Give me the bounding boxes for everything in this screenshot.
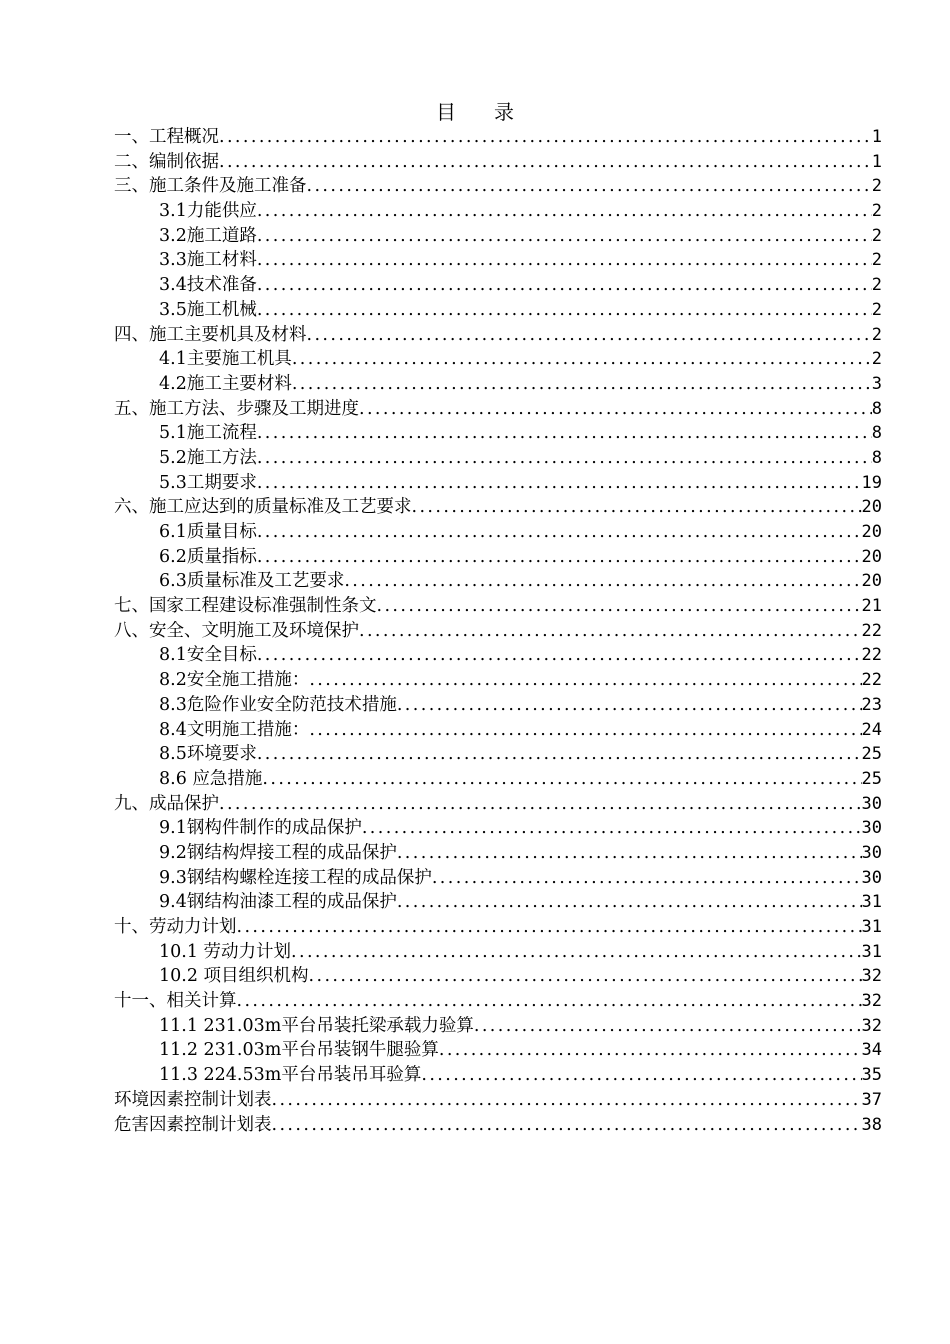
toc-entry-label: 8.3危险作业安全防范技术措施 [159,694,397,715]
toc-entry-page-number: 3 [871,373,882,394]
toc-entry-label: 十、劳动力计划 [114,917,237,937]
toc-entry-page-number: 8 [871,423,882,444]
toc-entry-label: 9.2钢结构焊接工程的成品保护 [159,842,397,863]
toc-entry[interactable] [114,545,882,570]
toc-leader-dots [257,520,862,545]
toc-entry-page-number: 2 [871,250,882,271]
toc-leader-dots [432,866,862,891]
toc-title-part2: 录 [494,100,514,124]
toc-entry-label: 8.6 应急措施 [159,768,263,789]
toc-entry-page-number: 30 [861,818,882,839]
toc-leader-dots [309,718,861,743]
toc-entry[interactable] [114,347,882,372]
toc-entry-page-number: 20 [861,571,882,592]
toc-entry-label: 6.2质量指标 [159,546,257,567]
toc-entry[interactable] [114,298,882,323]
toc-entry[interactable] [114,150,882,175]
toc-entry[interactable] [114,594,882,619]
toc-leader-dots [292,372,872,397]
toc-entry[interactable] [114,125,882,150]
toc-entry-page-number: 21 [861,596,882,617]
toc-entry[interactable] [114,248,882,273]
toc-entry-label: 8.4文明施工措施： [159,719,310,740]
toc-entry[interactable] [114,866,882,891]
toc-leader-dots [412,495,862,520]
toc-entry[interactable] [114,619,882,644]
toc-entry-page-number: 8 [871,398,882,419]
toc-entry-page-number: 31 [861,941,882,962]
toc-leader-dots [237,915,862,940]
toc-leader-dots [257,545,862,570]
toc-entry[interactable] [114,915,882,940]
toc-leader-dots [362,816,862,841]
toc-leader-dots [272,1088,862,1113]
toc-entry-label: 10.2 项目组织机构 [159,966,309,987]
toc-entry-label: 9.1钢构件制作的成品保护 [159,818,362,839]
toc-entry-page-number: 20 [861,497,882,518]
toc-entry[interactable] [114,397,882,422]
toc-entry[interactable] [114,693,882,718]
toc-leader-dots [257,421,872,446]
toc-leader-dots [257,643,862,668]
toc-entry[interactable] [114,890,882,915]
toc-leader-dots [292,347,872,372]
toc-entry-label: 一、工程概况 [114,127,219,147]
toc-entry[interactable] [114,742,882,767]
toc-entry-page-number: 20 [861,546,882,567]
toc-entry-label: 3.4技术准备 [159,275,257,296]
toc-leader-dots [237,989,862,1014]
toc-entry-label: 环境因素控制计划表 [114,1089,272,1110]
toc-leader-dots [309,668,861,693]
toc-leader-dots [257,742,862,767]
toc-entry-label: 9.3钢结构螺栓连接工程的成品保护 [159,867,432,888]
toc-entry-page-number: 8 [871,447,882,468]
toc-entry[interactable] [114,792,882,817]
toc-entry-page-number: 20 [861,522,882,542]
toc-entry[interactable] [114,940,882,965]
toc-entry-label: 七、国家工程建设标准强制性条文 [114,596,377,617]
toc-entry-label: 6.1质量目标 [159,522,257,542]
toc-entry-label: 4.1主要施工机具 [159,349,292,370]
toc-entry-label: 5.3工期要求 [159,472,257,493]
toc-title [0,98,950,126]
toc-entry-label: 5.2施工方法 [159,447,257,468]
toc-entry-page-number: 2 [871,225,882,246]
toc-leader-dots [309,964,862,989]
toc-leader-dots [291,940,861,965]
toc-entry-label: 九、成品保护 [114,793,219,814]
toc-leader-dots [377,594,862,619]
toc-leader-dots [439,1038,862,1063]
toc-entry-label: 危害因素控制计划表 [114,1114,272,1135]
toc-entry-page-number: 1 [871,151,882,172]
toc-entry-page-number: 2 [871,299,882,320]
toc-entry[interactable] [114,816,882,841]
toc-entry-label: 8.2安全施工措施： [159,670,310,691]
toc-entry-label: 6.3质量标准及工艺要求 [159,571,345,592]
toc-entry[interactable] [114,1014,882,1039]
toc-leader-dots [257,298,872,323]
toc-leader-dots [262,767,861,792]
toc-entry-page-number: 2 [871,349,882,370]
toc-entry-page-number: 31 [861,917,882,937]
toc-entry-page-number: 22 [861,620,882,641]
toc-entry[interactable] [114,569,882,594]
toc-entry[interactable] [114,668,882,693]
toc-entry-page-number: 34 [861,1040,882,1061]
toc-entry[interactable] [114,471,882,496]
toc-leader-dots [257,446,872,471]
toc-entry[interactable] [114,643,882,668]
toc-entry[interactable] [114,964,882,989]
toc-entry-page-number: 22 [861,670,882,691]
toc-entry[interactable] [114,174,882,199]
toc-entry-label: 8.5环境要求 [159,744,257,765]
toc-entry-label: 六、施工应达到的质量标准及工艺要求 [114,497,412,518]
toc-leader-dots [257,248,872,273]
toc-entry[interactable] [114,520,882,545]
toc-entry-page-number: 25 [861,744,882,765]
toc-title-part1: 目 [436,100,456,124]
toc-entry-page-number: 2 [871,176,882,197]
toc-leader-dots [397,693,862,718]
toc-leader-dots [421,1063,861,1088]
toc-entry-page-number: 2 [871,275,882,296]
toc-leader-dots [257,273,872,298]
toc-entry-label: 十一、相关计算 [114,991,237,1012]
toc-entry-label: 3.5施工机械 [159,299,257,320]
toc-entry[interactable] [114,1088,882,1113]
toc-entry[interactable] [114,323,882,348]
toc-entry[interactable] [114,224,882,249]
toc-entry-page-number: 22 [861,645,882,666]
toc-entry-label: 4.2施工主要材料 [159,373,292,394]
toc-entry-page-number: 25 [861,768,882,789]
toc-leader-dots [359,397,872,422]
toc-entry-page-number: 2 [871,201,882,222]
toc-entry-page-number: 19 [861,472,882,493]
toc-entry[interactable] [114,446,882,471]
toc-entry-page-number: 30 [861,867,882,888]
toc-entry-page-number: 1 [871,127,882,147]
toc-entry-label: 8.1安全目标 [159,645,257,666]
toc-entry-page-number: 23 [861,694,882,715]
toc-entry[interactable] [114,1038,882,1063]
toc-entry-page-number: 32 [861,966,882,987]
toc-leader-dots [257,224,872,249]
toc-entry[interactable] [114,1113,882,1138]
toc-entry[interactable] [114,421,882,446]
toc-entry[interactable] [114,718,882,743]
toc-entry-page-number: 24 [861,719,882,740]
toc-entry-page-number: 2 [871,324,882,345]
toc-entry-label: 5.1施工流程 [159,423,257,444]
toc-entry-label: 10.1 劳动力计划 [159,941,292,962]
toc-entry-label: 3.3施工材料 [159,250,257,271]
toc-entry[interactable] [114,989,882,1014]
toc-entry-page-number: 32 [861,1015,882,1036]
toc-entry-page-number: 37 [861,1089,882,1110]
toc-entry-label: 11.2 231.03m平台吊装钢牛腿验算 [159,1040,439,1061]
toc-list [114,125,882,1137]
toc-entry[interactable] [114,767,882,792]
toc-entry[interactable] [114,1063,882,1088]
toc-entry-label: 五、施工方法、步骤及工期进度 [114,398,359,419]
toc-leader-dots [307,323,872,348]
toc-entry-page-number: 38 [861,1114,882,1135]
toc-entry[interactable] [114,372,882,397]
toc-leader-dots [397,890,862,915]
toc-entry-page-number: 32 [861,991,882,1012]
toc-entry-page-number: 30 [861,842,882,863]
toc-leader-dots [219,125,872,150]
toc-entry-label: 三、施工条件及施工准备 [114,176,307,197]
toc-entry-label: 3.2施工道路 [159,225,257,246]
toc-entry[interactable] [114,199,882,224]
toc-leader-dots [344,569,861,594]
toc-entry-label: 四、施工主要机具及材料 [114,324,307,345]
toc-leader-dots [359,619,862,644]
toc-entry-page-number: 31 [861,892,882,913]
toc-leader-dots [219,150,872,175]
toc-entry-label: 二、编制依据 [114,151,219,172]
toc-entry-page-number: 35 [861,1065,882,1086]
toc-leader-dots [257,471,862,496]
toc-entry-page-number: 30 [861,793,882,814]
toc-entry-label: 3.1力能供应 [159,201,257,222]
toc-entry[interactable] [114,841,882,866]
toc-entry-label: 11.3 224.53m平台吊装吊耳验算 [159,1065,422,1086]
toc-leader-dots [219,792,862,817]
toc-entry-label: 八、安全、文明施工及环境保护 [114,620,359,641]
toc-leader-dots [257,199,872,224]
toc-entry-label: 9.4钢结构油漆工程的成品保护 [159,892,397,913]
toc-entry[interactable] [114,273,882,298]
toc-leader-dots [474,1014,862,1039]
toc-entry-label: 11.1 231.03m平台吊装托梁承载力验算 [159,1015,474,1036]
toc-leader-dots [272,1113,862,1138]
toc-leader-dots [307,174,872,199]
toc-entry[interactable] [114,495,882,520]
toc-leader-dots [397,841,862,866]
